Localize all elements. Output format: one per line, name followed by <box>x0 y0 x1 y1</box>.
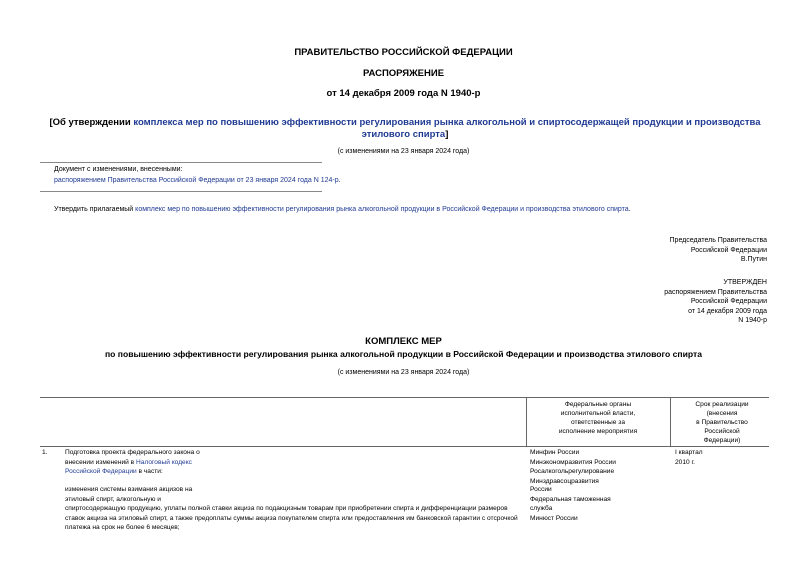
document-title <box>40 117 770 141</box>
title-link[interactable]: комплекса мер по повышению эффективности регулирования рынка алкогольной и спиртосодержащей продукции и производства этилового спирта <box>133 117 761 140</box>
row-term <box>675 448 703 467</box>
approved-line1: УТВЕРЖДЕН <box>723 279 767 286</box>
divider-top <box>40 162 322 163</box>
approved-block <box>664 278 767 326</box>
tax-code-link[interactable]: Налоговый кодекс <box>136 458 192 466</box>
changes-intro: Документ с изменениями, внесенными: <box>54 166 183 173</box>
col-agencies-line: Федеральные органы <box>564 401 632 408</box>
agency-line: Федеральная таможенная <box>530 495 611 503</box>
col-terms-line: Федерации) <box>703 437 741 444</box>
russian-federation-link[interactable]: Российской Федерации <box>65 468 137 475</box>
title-suffix: ] <box>445 129 449 140</box>
approved-line4: от 14 декабря 2009 года <box>688 307 767 315</box>
document-date-number: от 14 декабря 2009 года N 1940-р <box>326 88 481 99</box>
government-heading: ПРАВИТЕЛЬСТВО РОССИЙСКОЙ ФЕДЕРАЦИИ <box>294 47 513 58</box>
row-description <box>65 448 520 477</box>
agency-line: Минюст России <box>530 514 578 522</box>
signature-block <box>670 236 767 265</box>
approved-line2: распоряжением Правительства <box>664 288 767 296</box>
col-terms-line: Срок реализации <box>695 401 749 408</box>
row-desc-suffix: в части: <box>136 468 163 475</box>
row-desc-line <box>65 458 520 468</box>
agency-line: Минздравсоцразвития <box>530 477 599 485</box>
complex-subtitle: по повышению эффективности регулирования рынка алкогольной продукции в Российской Федерации и производства этилового спирта <box>104 349 703 359</box>
approve-paragraph <box>54 205 631 215</box>
agency-line: России <box>530 486 552 493</box>
sub-desc-line: ставок акциза на этиловый спирт, а также предоплаты суммы акциза покупателем спирта или предоставления им банковской гарантии с отсрочкой <box>65 514 518 522</box>
amendment-note: (с изменениями на 23 января 2024 года) <box>337 148 470 155</box>
complex-amendment-note: (с изменениями на 23 января 2024 года) <box>337 369 470 376</box>
approved-line3: Российской Федерации <box>690 298 767 305</box>
row-number: 1. <box>42 449 48 456</box>
complex-title: КОМПЛЕКС МЕР <box>365 336 442 347</box>
approve-prefix: Утвердить прилагаемый <box>54 206 136 213</box>
row-sub-agencies <box>530 485 611 523</box>
table-col-divider-2 <box>670 397 671 446</box>
column-header-agencies <box>532 400 664 436</box>
col-terms-line: Российской <box>704 428 740 435</box>
sub-desc-line: спиртосодержащую продукцию, уплаты полной ставки акциза по подакцизным товарам при приобретении спирта и дифференциации размеров <box>65 505 508 512</box>
term-line: 2010 г. <box>675 458 695 466</box>
table-col-divider-1 <box>526 397 527 446</box>
changes-link[interactable]: распоряжением Правительства Российской Федерации от 23 января 2024 года N 124-р <box>54 177 339 184</box>
row-sub-description <box>65 485 525 533</box>
signature-line1: Председатель Правительства <box>669 237 767 244</box>
col-agencies-line: исполнение мероприятия <box>558 428 638 435</box>
changes-end: . <box>338 177 341 184</box>
col-terms-line: в Правительство <box>696 419 748 426</box>
col-terms-line: (внесения <box>706 410 738 417</box>
sub-desc-line: изменения системы взимания акцизов на <box>65 486 193 493</box>
agency-line: Минфин России <box>530 449 580 456</box>
col-agencies-line: исполнительной власти, <box>560 410 636 417</box>
column-header-terms <box>674 400 770 445</box>
col-agencies-line: ответственные за <box>571 419 625 426</box>
divider-bottom <box>40 191 322 192</box>
signature-line3: В.Путин <box>740 256 767 263</box>
sub-desc-line: платежа на срок не более 6 месяцев; <box>65 524 180 531</box>
changes-item <box>54 176 341 186</box>
signature-line2: Российской Федерации <box>690 246 767 254</box>
row-agencies <box>530 448 616 486</box>
table-header-border <box>40 446 769 447</box>
approve-suffix: . <box>628 206 631 213</box>
agency-line: Минэкономразвития России <box>530 458 616 466</box>
agency-line: Росалкогольрегулирование <box>530 468 615 475</box>
approved-line5: N 1940-р <box>738 317 767 324</box>
title-prefix: [Об утверждении <box>49 117 134 128</box>
sub-desc-line: этиловый спирт, алкогольную и <box>65 495 161 503</box>
term-line: I квартал <box>675 449 703 456</box>
row-desc-line <box>65 467 520 477</box>
agency-line: служба <box>530 505 553 512</box>
approve-link[interactable]: комплекс мер по повышению эффективности регулирования рынка алкогольной продукции в Российской Федерации и производства этилового спирта <box>135 206 629 213</box>
row-desc-line: Подготовка проекта федерального закона о <box>65 449 200 456</box>
row-desc-prefix: внесении изменений в <box>65 458 137 466</box>
table-top-border <box>40 397 769 398</box>
document-type: РАСПОРЯЖЕНИЕ <box>362 68 445 79</box>
